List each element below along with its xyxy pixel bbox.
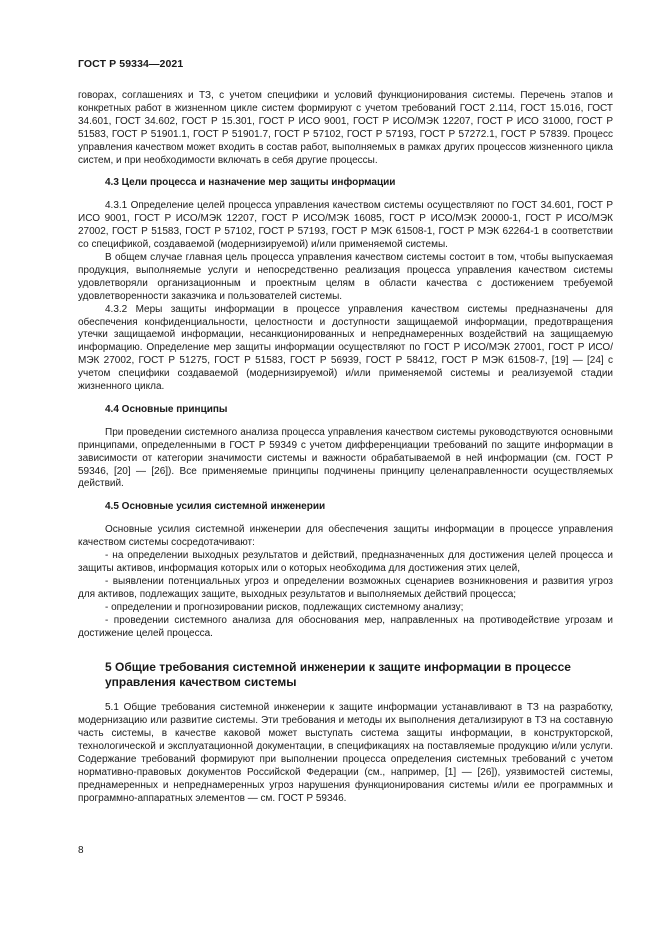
- paragraph-4-5: Основные усилия системной инженерии для обеспечения защиты информации в процессе управления качеством системы сосредотачивают:: [78, 524, 613, 549]
- document-header: ГОСТ Р 59334—2021: [78, 58, 184, 70]
- paragraph-4-3-1-general: В общем случае главная цель процесса управления качеством системы состоит в том, чтобы выпускаемая продукция, выполняемые услуги и непосредственно реализация процесса управления качеством системы удовлетворяли организационным и проектным целям в области качества с достижением требуемой удовлетворенности заказчика и пользователей системы.: [78, 251, 613, 302]
- paragraph-4-3-1: 4.3.1 Определение целей процесса управления качеством системы осуществляют по ГОСТ 34.601, ГОСТ Р ИСО 9001, ГОСТ Р ИСО/МЭК 12207, ГОСТ Р ИСО/МЭК 16085, ГОСТ Р ИСО/МЭК 20000-1, ГОСТ Р ИСО/МЭК 27002, ГОСТ Р 51583, ГОСТ Р 57102, ГОСТ Р 57193, ГОСТ Р МЭК 61508-1, ГОСТ Р МЭК 62264-1 в соответствии со спецификой, создаваемой (модернизируемой) и/или применяемой системы.: [78, 200, 613, 251]
- section-heading-4-5: 4.5 Основные усилия системной инженерии: [105, 501, 326, 513]
- section-heading-4-4: 4.4 Основные принципы: [105, 403, 228, 415]
- document-page: [78, 58, 613, 806]
- paragraph-4-3-2: 4.3.2 Меры защиты информации в процессе управления качеством системы предназначены для обеспечения конфиденциальности, целостности и доступности защищаемой информации, предотвращения утечки защищаемой информации, несанкционированных и непреднамеренных воздействий на защищаемую информацию. Определение мер защиты информации осуществляют по ГОСТ Р ИСО/МЭК 27001, ГОСТ Р ИСО/МЭК 27002, ГОСТ Р 51275, ГОСТ Р 51583, ГОСТ Р 56939, ГОСТ Р 58412, ГОСТ Р МЭК 61508-7, [19] — [24] с учетом специфики создаваемой (модернизируемой) и/или применяемой системы и реализуемой стадии жизненного цикла.: [78, 303, 613, 393]
- section-heading-4-3: 4.3 Цели процесса и назначение мер защиты информации: [105, 177, 396, 189]
- section-heading-5: 5 Общие требования системной инженерии к защите информации в процессе управления качеством системы: [105, 660, 571, 690]
- page-number: 8: [78, 845, 84, 856]
- list-item: - определении и прогнозировании рисков, подлежащих системному анализу;: [105, 601, 464, 613]
- list-item: - проведении системного анализа для обоснования мер, направленных на противодействие угрозам и достижение целей процесса.: [78, 614, 613, 639]
- paragraph-4-4: При проведении системного анализа процесса управления качеством системы руководствуются основными принципами, определенными в ГОСТ Р 59349 с учетом дифференциации требований по защите информации в зависимости от категории значимости системы и важности обрабатываемой в ней информации (см. ГОСТ Р 59346, [20] — [26]). Все применяемые принципы подчинены принципу целенаправленности осуществляемых действий.: [78, 426, 613, 490]
- paragraph-5-1: 5.1 Общие требования системной инженерии к защите информации устанавливают в ТЗ на разработку, модернизацию или развитие системы. Эти требования и методы их выполнения детализируют в ТЗ на составную часть системы, в качестве каковой может выступать система защиты информации, в конструкторской, технологической и эксплуатационной документации, в спецификациях на поставляемые продукцию и/или услуги. Содержание требований формируют при выполнении процесса определения системных требований с учетом нормативно-правовых документов Российской Федерации (см., например, [1] — [26]), уязвимостей системы, преднамеренных и непреднамеренных угроз нарушения функционирования системы и/или ее программных и программно-аппаратных элементов — см. ГОСТ Р 59346.: [78, 702, 613, 804]
- list-item: - на определении выходных результатов и действий, предназначенных для достижения целей процесса и защиты активов, информация которых или о которых необходима для достижения этих целей,: [78, 550, 613, 574]
- list-item: - выявлении потенциальных угроз и определении возможных сценариев возникновения и развития угроз для активов, подлежащих защите, выходных результатов и выполняемых действий процесса;: [78, 575, 613, 600]
- paragraph-continued: говорах, соглашениях и ТЗ, с учетом специфики и условий функционирования системы. Перечень этапов и конкретных работ в жизненном цикле систем формируют с учетом требований ГОСТ 2.114, ГОСТ 15.016, ГОСТ 34.601, ГОСТ 34.602, ГОСТ Р 15.301, ГОСТ Р ИСО 9001, ГОСТ Р ИСО/МЭК 12207, ГОСТ Р ИСО 31000, ГОСТ Р 51583, ГОСТ Р 51901.1, ГОСТ Р 51901.7, ГОСТ Р 57102, ГОСТ Р 57193, ГОСТ Р 57272.1, ГОСТ Р 57839. Процесс управления качеством может входить в состав работ, выполняемых в рамках других процессов жизненного цикла систем, и при необходимости включать в себя другие процессы.: [78, 90, 613, 166]
